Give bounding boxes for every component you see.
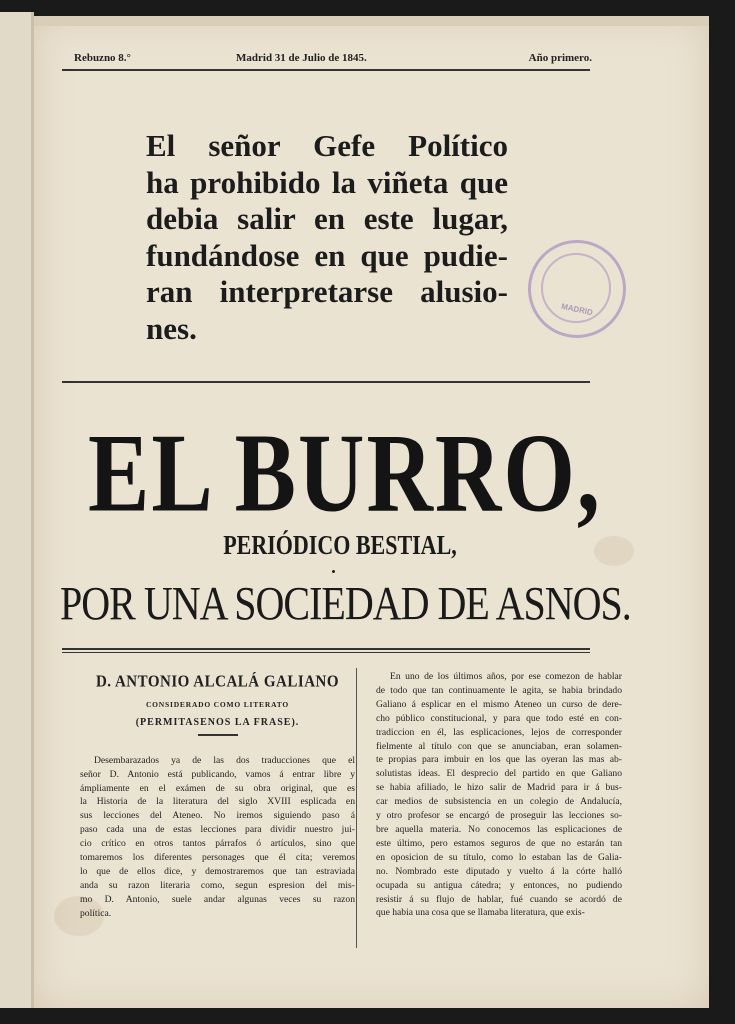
masthead-rule-thin (62, 652, 590, 653)
article-line: tomaremos los diferentes personages que él cita; veremos (80, 852, 355, 864)
masthead-title: EL BURRO, (88, 410, 602, 535)
paper-stain (594, 536, 634, 566)
article-right-column (376, 670, 622, 920)
article-line: te propias para imbuir en los que las oyeran las mas ab- (376, 754, 622, 766)
header-rule (62, 69, 590, 71)
article-line: mo D. Antonio, suele andar algunas veces su razon (80, 893, 355, 905)
article-line: la Historia de la literatura del siglo XVIII esplicada en (80, 796, 355, 808)
masthead-tagline: POR UNA SOCIEDAD DE ASNOS. (60, 576, 631, 631)
article-line: car medios de subsistencia en un colegio de Andalucía, (376, 796, 622, 808)
library-stamp (528, 240, 626, 338)
notice-line: El señor Gefe Político (146, 128, 508, 163)
article-line: en oposicion de su título, como lo estaban las de Galia- (376, 851, 622, 863)
article-line: cho público constitucional, y para que todo esté en con- (376, 712, 622, 724)
article-line: ocupada su antigua cátedra; y entonces, no pudiendo (376, 879, 622, 891)
article-line: política. (80, 907, 112, 919)
article-line: y otro profesor se encargó de proseguir las lecciones so- (376, 810, 622, 822)
article-line: que habia una cosa que se llamaba literatura, que exis- (376, 907, 585, 919)
notice-line: debia salir en este lugar, (146, 201, 508, 236)
issue-year: Año primero. (528, 52, 592, 64)
article-line: solutistas ideas. El desprecio del partido en que Galiano (376, 768, 622, 780)
article-line: En uno de los últimos años, por ese comezon de hablar (390, 671, 622, 682)
notice-line: ha prohibido la viñeta que (146, 164, 508, 200)
notice-line: ran interpretarse alusio- (146, 274, 508, 309)
article-left-text (80, 754, 355, 921)
article-line: fielmente al título con que se anunciaban, eran solamen- (376, 740, 622, 752)
ornament-dot (332, 570, 335, 573)
article-line: cio crítico en otros tantos párrafos ó artículos, sino que (80, 838, 355, 850)
notice-line: nes. (146, 310, 197, 346)
article-title: D. ANTONIO ALCALÁ GALIANO (95, 672, 340, 692)
article-line: Desembarazados ya de las dos traducciones que el (94, 754, 355, 766)
notice-line: fundándose en que pudie- (146, 237, 508, 273)
article-line: no. Nombrado este diputado y vuelto á la córte halló (376, 865, 622, 877)
stamp-text: MADRID (560, 301, 594, 318)
article-line: Galiano á esplicar en el mismo Ateneo un curso de dere- (376, 698, 622, 710)
previous-page-edge (0, 12, 34, 1008)
notice-bottom-rule (62, 381, 590, 383)
column-divider (356, 668, 357, 948)
article-line: este último, pero estamos seguros de que no estarán tan (376, 837, 622, 849)
article-left-column (80, 672, 355, 921)
article-line: se habia afiliado, le hizo salir de Madrid para ir á bus- (376, 782, 622, 794)
article-line: sus lecciones del Ateneo. No iremos siguiendo paso á (80, 810, 355, 822)
article-line: ámpliamente en el exámen de su obra original, que es (80, 782, 355, 794)
article-note: (PERMITASENOS LA FRASE). (135, 716, 300, 728)
issue-date: Madrid 31 de Julio de 1845. (236, 52, 367, 64)
censorship-notice (146, 128, 508, 347)
article-line: bre aquella materia. No conocemos las esplicaciones de (376, 823, 622, 835)
article-line: resistir á su flujo de hablar, fué cuando se acordó de (376, 893, 622, 905)
issue-number: Rebuzno 8.° (74, 52, 131, 64)
page-top-strip (34, 16, 709, 26)
article-line: de todo que tan continuamente le agita, se habia brindado (376, 684, 622, 696)
article-line: paso cada una de estas lecciones para dividir nuestro jui- (80, 824, 355, 836)
ornament-rule (198, 734, 238, 736)
article-line: tradiccion en él, las esplicaciones, lejos de corresponder (376, 726, 622, 738)
article-line: lo que de ellos dice, y demostraremos que tan estraviada (80, 865, 355, 877)
article-right-text (376, 670, 622, 920)
article-subtitle: CONSIDERADO COMO LITERATO (145, 699, 290, 709)
article-line: señor D. Antonio está publicando, vamos á entrar libre y (80, 768, 355, 780)
masthead-subtitle: PERIÓDICO BESTIAL, (223, 528, 457, 560)
masthead-rule (62, 648, 590, 650)
article-line: anda su razon literaria como, segun espresion del mis- (80, 879, 355, 891)
